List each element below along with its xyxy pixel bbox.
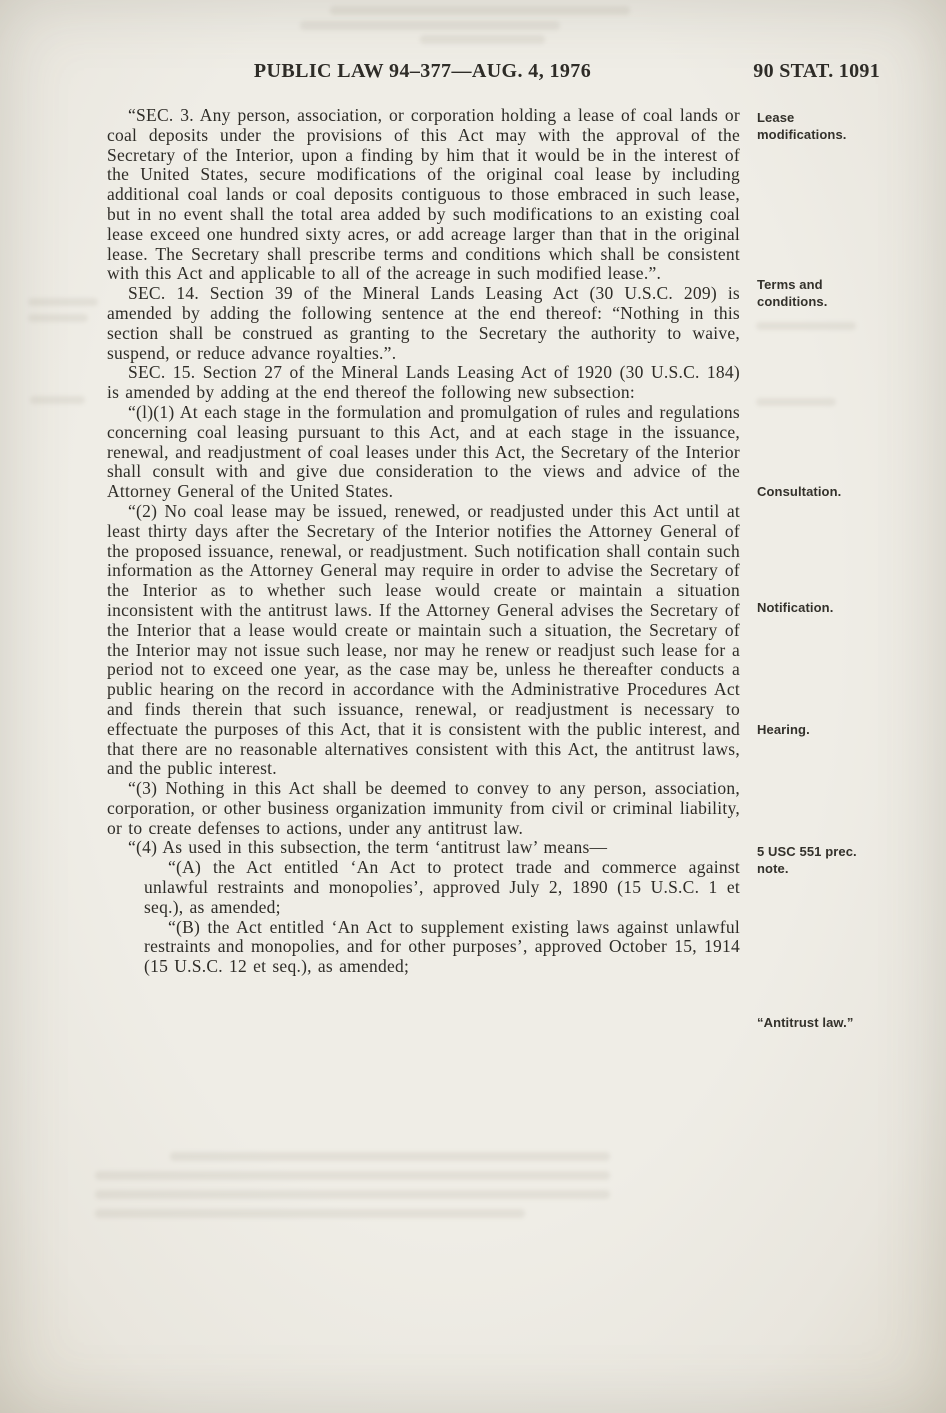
margin-note-consultation: Consultation.: [757, 484, 842, 499]
bleedthrough-artifact: [95, 1209, 525, 1218]
bleedthrough-artifact: [756, 398, 836, 406]
margin-note-notification: Notification.: [757, 600, 834, 615]
bleedthrough-artifact: [95, 1171, 610, 1180]
paragraph-subsection-l-2: “(2) No coal lease may be issued, renewed, or readjusted under this Act until at least thirty days after the Secretary of the Interior notifies the Attorney General of the proposed issuance, renewal, or readjustment. Such notification shall contain such information as the Attorney General may require in order to advise the Secretary of the Interior as to whether such lease would create or maintain a situation inconsistent with the antitrust laws. If the Attorney General advises the Secretary of the Interior that a lease would create or maintain such a situation, the Secretary of the Interior may not issue such lease, nor may he renew or readjust such lease for a period not to exceed one year, as the case may be, unless he thereafter conducts a public hearing on the record in accordance with the Administrative Procedures Act and finds therein that such issuance, renewal, or readjustment is necessary to effectuate the purposes of this Act, that it is consistent with the public interest, and that there are no reasonable alternatives consistent with this Act, the antitrust laws, and the public interest.: [107, 500, 740, 779]
paragraph-sec-15-amendment: SEC. 15. Section 27 of the Mineral Lands Leasing Act of 1920 (30 U.S.C. 184) is amended by adding at the end thereof the following new subsection:: [107, 362, 740, 403]
margin-note-antitrust-law: “Antitrust law.”: [757, 1015, 854, 1030]
paragraph-clause-b: “(B) the Act entitled ‘An Act to supplement existing laws against unlawful restraints and monopolies, and for other purposes’, approved October 15, 1914 (15 U.S.C. 12 et seq.), as amended;: [144, 916, 740, 977]
bleedthrough-artifact: [170, 1152, 610, 1161]
margin-note-terms-and-conditions: Terms and conditions.: [757, 277, 828, 309]
margin-note-lease-modifications: Lease modifications.: [757, 110, 847, 142]
statutes-at-large-page-number: 90 STAT. 1091: [753, 60, 880, 82]
bleedthrough-artifact: [28, 298, 98, 306]
bleedthrough-artifact: [28, 314, 88, 322]
bleedthrough-artifact: [300, 21, 560, 30]
statute-text-column: [107, 106, 740, 977]
bleedthrough-artifact: [30, 396, 85, 404]
paragraph-subsection-l-3: “(3) Nothing in this Act shall be deemed to convey to any person, association, corporation, or other business organization immunity from civil or criminal liability, or to create defenses to actions, under any antitrust law.: [107, 778, 740, 838]
margin-note-hearing: Hearing.: [757, 722, 810, 737]
bleedthrough-artifact: [95, 1190, 610, 1199]
margin-note-5-usc-551: 5 USC 551 prec. note.: [757, 844, 857, 876]
paragraph-subsection-l-4: “(4) As used in this subsection, the term ‘antitrust law’ means—: [128, 837, 608, 858]
paragraph-sec-3-lease-modifications: “SEC. 3. Any person, association, or corporation holding a lease of coal lands or coal deposits under the provisions of this Act may with the approval of the Secretary of the Interior, upon a finding by him that it would be in the interest of the United States, secure modifications of the original coal lease by including additional coal lands or coal deposits contiguous to those embraced in such lease, but in no event shall the total area added by such modifications to an existing coal lease exceed one hundred sixty acres, or add acreage larger than that in the original lease. The Secretary shall prescribe terms and conditions which shall be consistent with this Act and applicable to all of the acreage in such modified lease.”.: [107, 105, 740, 284]
paragraph-sec-14-advance-royalties: SEC. 14. Section 39 of the Mineral Lands Leasing Act (30 U.S.C. 209) is amended by adding the following sentence at the end thereof: “Nothing in this section shall be construed as granting to the Secretary the authority to waive, suspend, or reduce advance royalties.”.: [107, 283, 740, 363]
bleedthrough-artifact: [420, 35, 545, 44]
bleedthrough-artifact: [330, 6, 630, 15]
public-law-title: PUBLIC LAW 94–377—AUG. 4, 1976: [253, 60, 592, 82]
paragraph-clause-a: “(A) the Act entitled ‘An Act to protect trade and commerce against unlawful restraints and monopolies’, approved July 2, 1890 (15 U.S.C. 1 et seq.), as amended;: [144, 857, 740, 917]
paragraph-subsection-l-1: “(l)(1) At each stage in the formulation and promulgation of rules and regulations concerning coal leasing pursuant to this Act, and at each stage in the issuance, renewal, and readjustment of coal leases under this Act, the Secretary of the Interior shall consult with and give due consideration to the views and advice of the Attorney General of the United States.: [107, 401, 740, 502]
page-header: [105, 60, 880, 83]
bleedthrough-artifact: [756, 322, 856, 330]
